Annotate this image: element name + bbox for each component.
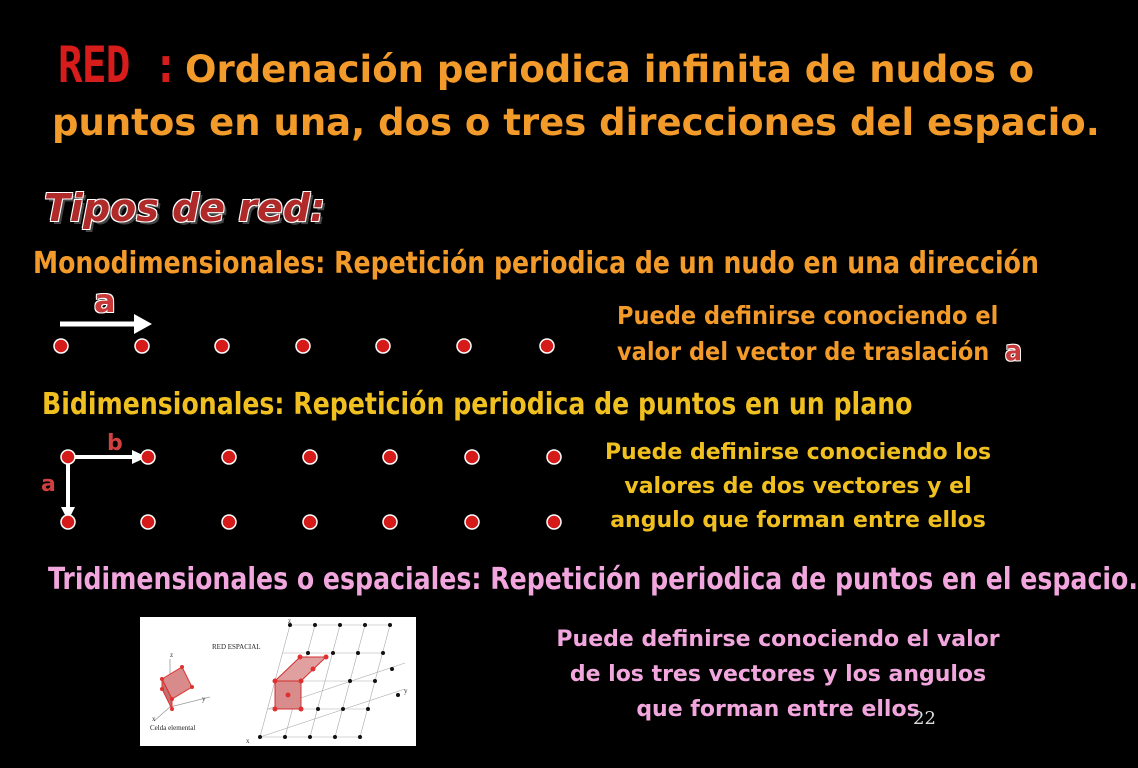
space-lattice-figure (140, 617, 416, 746)
bidi-vector-b-label: b (107, 431, 123, 456)
tri-note-line-1: Puede definirse conociendo el valor (556, 627, 1000, 652)
slide-number: 22 (913, 708, 936, 729)
lattice-x-label: x (246, 737, 250, 745)
unit-cell-caption: Celda elemental (150, 724, 196, 732)
lattice-highlight-cell (275, 657, 326, 681)
lattice-z-label: z (288, 617, 292, 625)
tri-note-line-3: que forman entre ellos (636, 697, 920, 722)
bidi-nodes-row-2 (61, 515, 561, 529)
unit-cell-y-label: y (202, 695, 206, 703)
bidi-note-line-2: valores de dos vectores y el (624, 474, 972, 499)
bidi-vector-a-label: a (41, 472, 56, 497)
tri-note (548, 622, 1008, 727)
tri-heading: Tridimensionales o espaciales: Repetición periodica de puntos en el espacio. (48, 562, 1138, 597)
bidi-note-line-1: Puede definirse conociendo los (604, 440, 992, 465)
mono-note-line-2: valor del vector de traslación a (617, 334, 1023, 367)
mono-nodes (54, 339, 554, 353)
mono-note-vector: a (1004, 334, 1023, 367)
bidi-lattice (0, 440, 600, 535)
mono-vector-label: a (94, 282, 116, 320)
bidi-heading: Bidimensionales: Repetición periodica de puntos en un plano (42, 387, 913, 422)
mono-note-line-1: Puede definirse conociendo el (617, 301, 999, 330)
mono-lattice (0, 300, 600, 370)
definition-line-1: Ordenación periodica infinita de nudos o (185, 48, 1035, 91)
types-heading: Tipos de red: (44, 186, 326, 230)
mono-note (617, 298, 1023, 369)
mono-vector-arrowhead (134, 314, 152, 334)
tri-note-line-2: de los tres vectores y los angulos (569, 662, 987, 687)
space-lattice-drawing (140, 617, 416, 746)
title-term: RED : (58, 36, 178, 94)
bidi-note-line-3: angulo que forman entre ellos (610, 508, 986, 533)
unit-cell-x-label: x (152, 715, 156, 723)
mono-heading: Monodimensionales: Repetición periodica de un nudo en una dirección (33, 246, 1039, 281)
bidi-note (598, 436, 998, 538)
unit-cell-z-label: z (170, 651, 174, 659)
definition-line-2: puntos en una, dos o tres direcciones del espacio. (52, 101, 1100, 144)
lattice-y-label: y (404, 687, 408, 695)
space-lattice-title: RED ESPACIAL (212, 643, 261, 651)
